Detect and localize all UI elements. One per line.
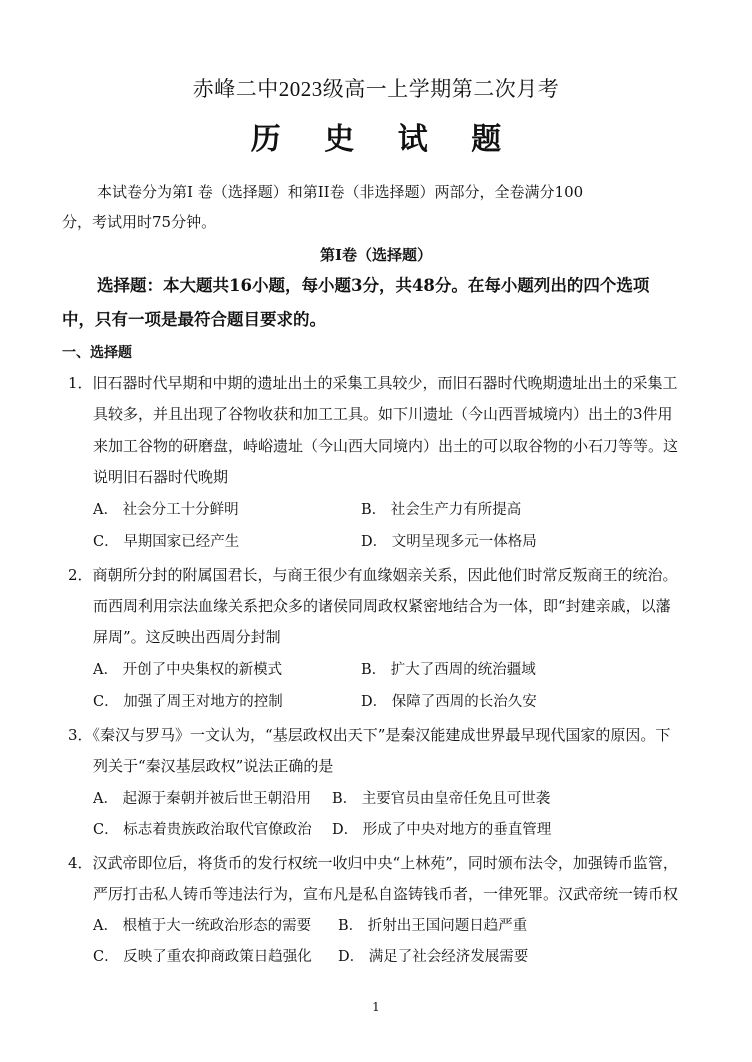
question-1-option-c: C． 早期国家已经产生 <box>93 534 240 550</box>
exam-subject-title: 历 史 试 题 <box>250 123 520 156</box>
question-2-option-c: C． 加强了周王对地方的控制 <box>93 694 283 710</box>
section-instruction-line-1: 选择题：本大题共16小题，每小题3分，共48分。在每小题列出的四个选项 <box>97 276 650 295</box>
question-1-option-a: A． 社会分工十分鲜明 <box>93 502 239 518</box>
part-label: 一、选择题 <box>62 345 132 361</box>
question-2-option-d: D． 保障了西周的长治久安 <box>361 694 537 710</box>
question-1-line: 来加工谷物的研磨盘，峙峪遗址（今山西大同境内）出土的可以取谷物的小石刀等等。这 <box>93 437 679 455</box>
question-1-option-d: D． 文明呈现多元一体格局 <box>361 534 537 550</box>
question-4-option-a: A． 根植于大一统政治形态的需要 <box>93 918 312 934</box>
question-2-option-b: B． 扩大了西周的统治疆域 <box>361 662 536 678</box>
intro-line-2: 分，考试用时75分钟。 <box>62 213 217 231</box>
question-2-line: 屏周”。这反映出西周分封制 <box>93 628 281 646</box>
question-4-option-d: D． 满足了社会经济发展需要 <box>338 949 529 965</box>
question-4-option-b: B． 折射出王国问题日趋严重 <box>338 918 528 934</box>
question-3-line: 3．《秦汉与罗马》一文认为，“基层政权出天下”是秦汉能建成世界最早现代国家的原因。下 <box>68 726 671 744</box>
question-4-line: 严厉打击私人铸币等违法行为，宣布凡是私自盗铸钱币者，一律死罪。汉武帝统一铸币权 <box>93 885 679 903</box>
section-instruction-line-2: 中，只有一项是最符合题目要求的。 <box>62 310 326 329</box>
exam-title: 赤峰二中2023级高一上学期第二次月考 <box>192 77 560 101</box>
question-1-line: 1．旧石器时代早期和中期的遗址出土的采集工具较少，而旧石器时代晚期遗址出土的采集工 <box>68 374 678 392</box>
section-heading: 第Ⅰ卷（选择题） <box>319 246 433 264</box>
question-2-line: 2．商朝所分封的附属国君长，与商王很少有血缘姻亲关系，因此他们时常反叛商王的统治。 <box>68 566 678 584</box>
page-number: 1 <box>372 1000 380 1014</box>
question-4-option-c: C． 反映了重农抑商政策日趋强化 <box>93 949 312 965</box>
question-3-option-a: A． 起源于秦朝并被后世王朝沿用 <box>93 791 312 807</box>
question-1-option-b: B． 社会生产力有所提高 <box>361 502 522 518</box>
question-3-option-d: D． 形成了中央对地方的垂直管理 <box>332 822 552 838</box>
intro-line-1: 本试卷分为第Ⅰ 卷（选择题）和第II卷（非选择题）两部分，全卷满分100 <box>97 183 584 201</box>
question-1-line: 具较多，并且出现了谷物收获和加工工具。如下川遗址（今山西晋城境内）出土的3件用 <box>93 405 673 423</box>
question-3-option-b: B． 主要官员由皇帝任免且可世袭 <box>332 791 551 807</box>
question-2-option-a: A． 开创了中央集权的新模式 <box>93 662 283 678</box>
question-2-line: 而西周利用宗法血缘关系把众多的诸侯同周政权紧密地结合为一体，即“封建亲戚，以藩 <box>93 597 671 615</box>
question-4-line: 4．汉武帝即位后，将货币的发行权统一收归中央“上林苑”，同时颁布法令，加强铸币监管， <box>68 854 678 872</box>
question-1-line: 说明旧石器时代晚期 <box>93 468 229 486</box>
question-3-line: 列关于“秦汉基层政权”说法正确的是 <box>93 757 334 775</box>
question-3-option-c: C． 标志着贵族政治取代官僚政治 <box>93 822 312 838</box>
